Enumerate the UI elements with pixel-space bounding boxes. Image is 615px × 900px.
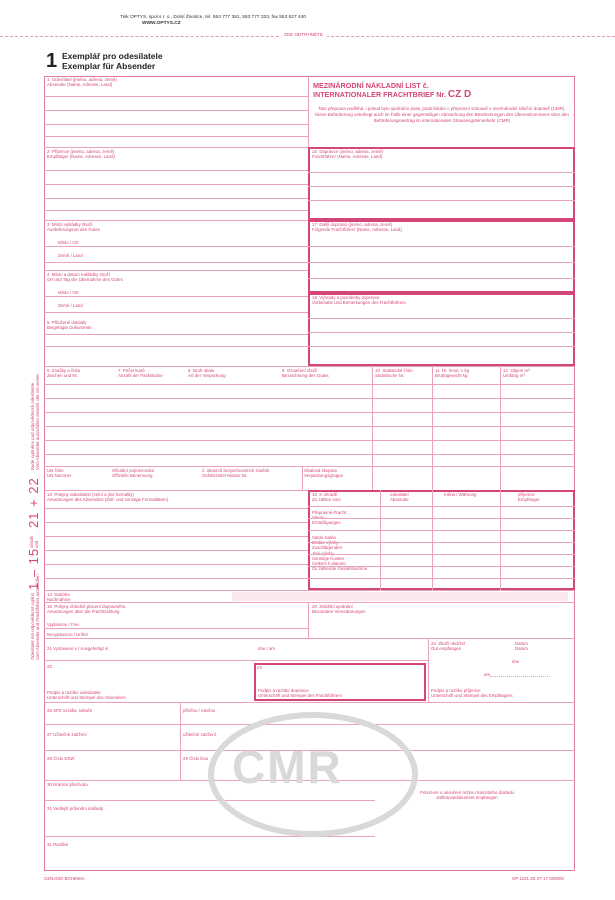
rule: [308, 578, 575, 579]
field-7-label: 7 Počet kusů Anzahl der Packstücke: [118, 368, 163, 379]
rule: [44, 262, 308, 263]
intro-text: Tato přeprava podléhá, i pokud bylo ujednáno jinak, podmínkám o přepravní smlouvě v mezinárodní silniční dopravě (CMR). Diese Beförderung unterliegt auch im Falle einer gegenteiligen Abmachung den Bestimmungen des Übereinkommens über den Beförderungsvertrag im internationalen Strassengüterverkehr (CMR): [315, 106, 569, 123]
side-range-1: 1 – 15: [26, 547, 41, 590]
field-27b-label: užitečné zatížení: [183, 732, 216, 737]
field-11-label: 11 Hr. hmot. v kg Bruttogewicht kg: [435, 368, 470, 379]
field-2-label: 2 Příjemce (jméno, adresa, země) Empfänger (Name, Adresse, Land): [47, 149, 115, 160]
rule: [308, 518, 575, 519]
field-13-label: 13 Pokyny odesilatele (celní a jiné formality) Anweisungen des Absenders (Zoll- und sonstige Formalitäten): [47, 492, 169, 503]
column-divider: [428, 638, 429, 702]
country-label: Země / Land: [58, 253, 83, 258]
rule: [44, 440, 575, 441]
rule: [44, 508, 308, 509]
footer-left: OZNAMO BOHEMIA: [44, 876, 85, 881]
rule: [490, 676, 550, 677]
rule: [308, 318, 575, 319]
freight-label: Přepravné-Fracht Sleva- Ermäßigungen: [312, 510, 347, 526]
rule: [44, 384, 575, 385]
field-29-label: 29 Číslo listu: [183, 756, 209, 761]
title-de: [313, 88, 472, 100]
transit-label: Potvrzení o ukončení režimu tranzitního dokladu Zolltransitdokument empfangen: [420, 790, 514, 801]
rule: [44, 602, 575, 603]
rule: [308, 262, 575, 263]
field-1-label: 1 Odesílatel (jméno, adresa, země) Absender (Name, Adresse, Land): [47, 77, 117, 88]
rule: [44, 628, 308, 629]
field-19-label: 19 K úhradě Zu zahlen vom: [312, 492, 341, 503]
copy-title-de: Exemplar für Absender: [62, 61, 156, 71]
country-label-2: Země / Land: [58, 303, 83, 308]
side-note-lower: Odesilatel má odpovědnost vyplnit Vom Absender und Frachtführer auszufüllen: [30, 574, 40, 660]
field-12-label: 12 Objem m³ Umfang m³: [503, 368, 530, 379]
rule: [44, 590, 575, 591]
copy-title-cz: Exemplář pro odesilatele: [62, 51, 163, 61]
rule: [308, 542, 575, 543]
rule: [308, 278, 575, 279]
rule: [44, 660, 428, 661]
rule: [44, 398, 575, 399]
rule: [308, 346, 575, 347]
rule: [44, 124, 308, 125]
document-title: [313, 82, 471, 99]
column-divider: [432, 490, 433, 590]
rule: [308, 506, 575, 507]
field-15-label: 15 Pokyny ohledně placení dopravného Anweisungen über die Frachtzahlung: [47, 604, 126, 615]
rule: [44, 270, 308, 271]
place-label: Místo / Ort: [58, 240, 79, 245]
unpaid-label: Nevyplaceno / Unfrei: [47, 632, 88, 637]
rule: [44, 184, 308, 185]
field-3-label: 3 Místo vykládky zboží Auslieferungsort des Gutes: [47, 222, 100, 233]
receipt-dne: dne: [512, 659, 520, 664]
field-22-label: 22: [47, 664, 52, 669]
field-stamps-label: 31 Razítka: [47, 842, 68, 847]
side-and: obsah und: [29, 536, 39, 548]
field-21-label: 21 Vystaveno v / Ausgefertigt in: [47, 646, 109, 651]
rule: [44, 334, 308, 335]
field-26-label: přívěsu / návěsu: [183, 708, 216, 713]
rule: [308, 200, 575, 201]
field-4-label: 4 Místo a datum nakládky zboží Ort und Tag der Übernahme des Gutes: [47, 272, 123, 283]
rule: [44, 702, 575, 703]
field-25-label: 25 SPZ vozidla, tahače: [47, 708, 93, 713]
balance-label: Saldo-Saldo Dodat. výlohy Zuschlägenden Jiné výlohy Sonstige Kosten Celkem k placení Zu zahlende Gesamtsumme: [312, 535, 368, 572]
rule: [44, 246, 308, 247]
field-28-label: 28 Číslo DSW: [47, 756, 75, 761]
field-18-label: 18 Výhrady a poznámky dopravce Vorbehalte und Bemerkungen des Frachtführers: [312, 295, 406, 306]
rule: [44, 426, 575, 427]
rule: [308, 186, 575, 187]
rule: [44, 522, 308, 523]
rule: [308, 332, 575, 333]
prepaid-label: Vyplaceno / Frei: [47, 622, 79, 627]
rule: [308, 246, 575, 247]
field-31-label: 31 Vedlejší průvodní doklady: [47, 806, 104, 811]
rule: [44, 412, 575, 413]
field-14-label: 14 Dobírka Nachnahme: [47, 592, 71, 603]
copy-title: [62, 51, 163, 71]
field-8-label: 8 Druh obalu Art der Verpackung: [188, 368, 226, 379]
rule: [44, 638, 575, 639]
rule: [44, 366, 575, 367]
receipt-am: am: [484, 672, 491, 677]
field-16-label: 16 Dopravce (jméno, adresa, země) Frachtführer (Name, Adresse, Land): [312, 149, 384, 160]
footer-right: OP 1101 ZE 07.17 005905: [512, 876, 564, 881]
field-5-label: 5 Přiložené doklady Beigefügte Dokumente: [47, 320, 92, 331]
rule: [44, 110, 308, 111]
cod-shading: [232, 592, 568, 601]
title-de-text: INTERNATIONALER FRACHTBRIEF Nr.: [313, 89, 446, 99]
side-range-2: 21 + 22: [26, 477, 41, 528]
rule: [44, 564, 308, 565]
column-divider: [302, 466, 303, 490]
field-17-label: 17 Další dopravci (jméno, adresa, země) Folgende Frachtführer (Name, Adresse, Land): [312, 222, 402, 233]
rule: [44, 578, 308, 579]
tear-line-label: ZDE ODTRHNĚTE: [280, 32, 327, 37]
country-code: CZ D: [447, 88, 472, 100]
payer-sender-label: odesilatel Absender: [390, 492, 409, 503]
rule: [44, 550, 308, 551]
field-30-label: 30 Hranice přechodu: [47, 782, 88, 787]
rule: [44, 536, 308, 537]
rule: [308, 530, 575, 531]
rule: [44, 296, 308, 297]
title-cz: MEZINÁRODNÍ NÁKLADNÍ LIST č.: [313, 81, 429, 90]
un-label-no: č. obrazců bezpečnostních značek Gefahrzettel Muster Nr.: [202, 468, 270, 479]
rule: [44, 198, 308, 199]
sig-23-label: Podpis a razítko dopravce Unterschrift und Stempel des Frachtführers: [258, 688, 342, 699]
field-27-label: 27 Užitečné zatížení: [47, 732, 87, 737]
field-6-label: 6 Značky a čísla Zeichen und Nr.: [47, 368, 80, 379]
field-10-label: 10 Statistické číslo Statistische Nr.: [375, 368, 413, 379]
sig-22-label: Podpis a razítko odesilatele Unterschrift und Stempel des Absenders: [47, 690, 126, 701]
side-note-upper: Bude vyplněno pod odpovědnosti odesilatele Vom Absender auszufüllen einschl. der mit seiner: [30, 374, 40, 470]
field-20-label: 20 Zvláštní ujednání Besondere Vereinbarungen: [312, 604, 366, 615]
printer-web: WWW.OPTYS.CZ: [142, 21, 181, 26]
rule: [44, 136, 308, 137]
rule: [44, 170, 308, 171]
rule: [44, 466, 575, 467]
cmr-watermark: CMR: [232, 741, 343, 793]
date-label: dne / am: [258, 646, 276, 651]
rule: [308, 566, 575, 567]
rule: [308, 554, 575, 555]
rule: [44, 312, 308, 313]
column-divider: [180, 702, 181, 780]
place-label-2: Místo / Ort: [58, 290, 79, 295]
rule: [308, 172, 575, 173]
sig-24-label: Podpis a razítko příjemce Unterschrift und Stempel des Empfängers: [431, 688, 513, 699]
un-number-label: UN číslo UN Nummer: [47, 468, 72, 479]
un-name-label: Oficiální pojmenování Offizielle Benennung: [112, 468, 155, 479]
rule: [44, 210, 308, 211]
rule: [44, 454, 575, 455]
field-9-label: 9 Označení zboží Bezeichnung des Gutes: [282, 368, 329, 379]
printer-info: [120, 15, 306, 27]
field-23-label: 23: [257, 665, 262, 670]
receipt-date-label: Datum Datum: [515, 641, 528, 652]
field-24-label: 24 Zboží obdržel Gut empfangen: [431, 641, 465, 652]
column-divider: [308, 602, 309, 638]
rule: [44, 96, 308, 97]
un-packing-group: Obalová skupina Verpackungsgruppe: [304, 468, 344, 479]
copy-number: 1: [46, 50, 58, 72]
column-divider: [500, 490, 501, 590]
currency-label: měna / Währung: [444, 492, 477, 497]
payer-recipient-label: příjemce Empfänger: [518, 492, 540, 503]
column-divider: [380, 490, 381, 590]
printer-line: Tisk OPTYS, spol.s r. o., Dolní Životice, tel. 553 777 381, 553 777 333, fax 553 627 440: [120, 15, 306, 20]
rule: [44, 346, 308, 347]
